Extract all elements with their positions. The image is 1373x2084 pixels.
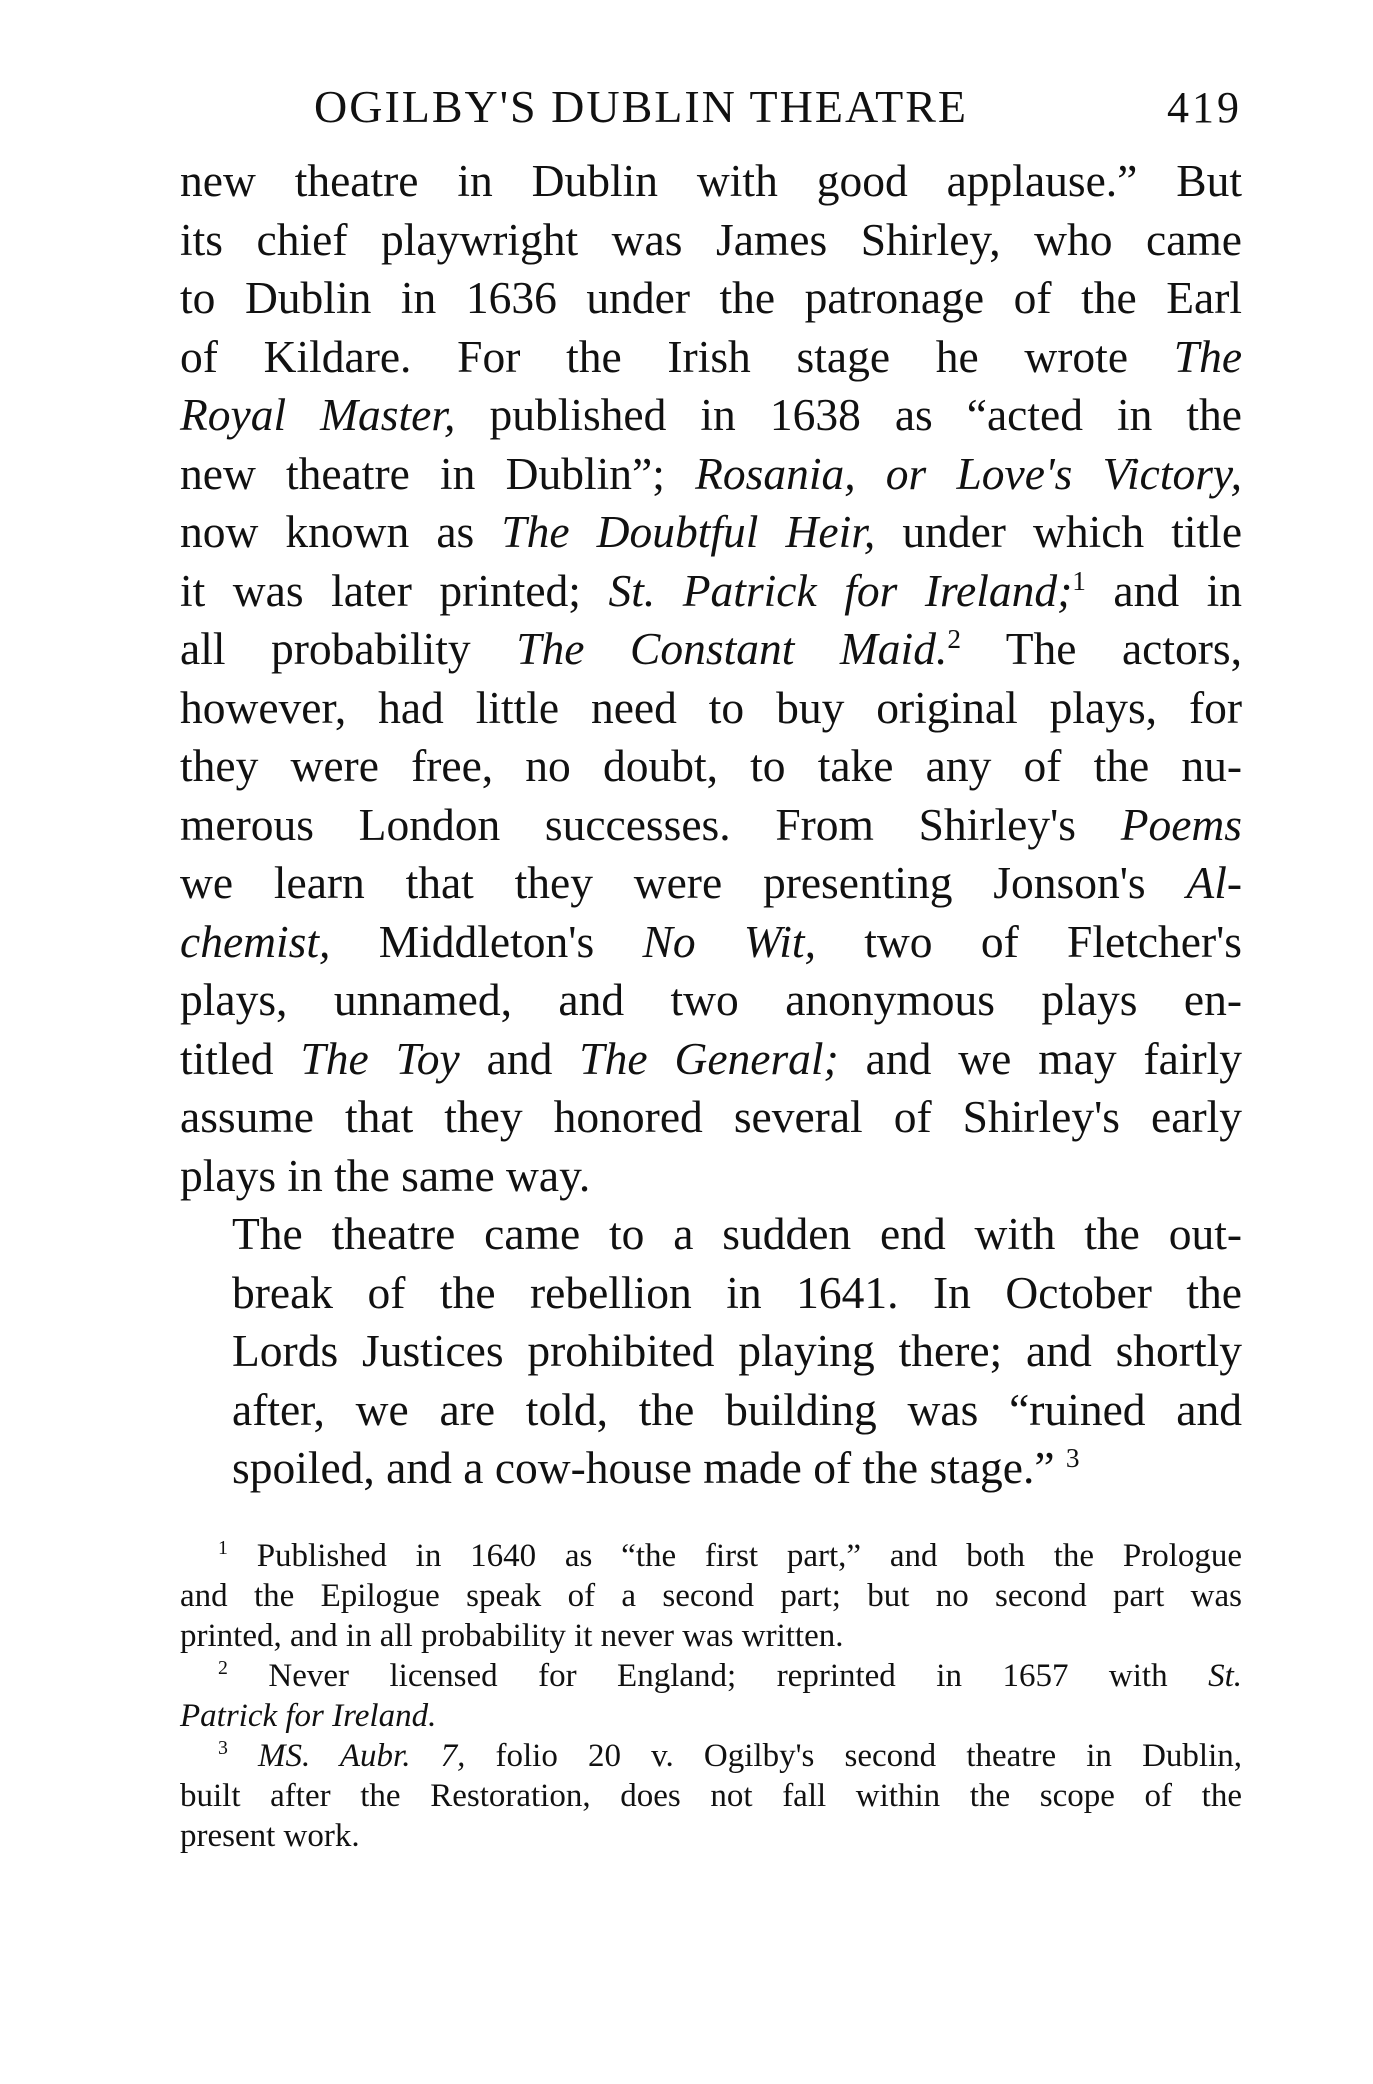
text-line: assume that they honored several of Shirley's early — [180, 1091, 1242, 1142]
book-title: Poems — [1120, 798, 1242, 850]
paragraph-1 — [180, 152, 1242, 1205]
play-title: St. Patrick for Ireland; — [608, 564, 1073, 616]
play-title: Royal Master, — [180, 389, 456, 440]
text-line: break of the rebellion in 1641. In October the — [232, 1266, 1242, 1318]
text-line: now known as The Doubtful Heir, under which title — [180, 506, 1243, 557]
footnote-ref: 3 — [1065, 1442, 1080, 1473]
book-page — [180, 80, 1242, 1856]
play-title: The Constant Maid. — [516, 623, 948, 674]
text-line: all probability The Constant Maid.$^2$ The actors, — [180, 623, 1242, 674]
play-title: Al- — [1186, 857, 1243, 908]
play-title: Rosania, or Love's Victory, — [695, 447, 1242, 499]
footnote-3 — [180, 1736, 1242, 1856]
play-title: The — [1173, 330, 1243, 382]
footnote-ref: 1 — [1072, 565, 1086, 596]
text-line: $^1$ Published in 1640 as “the first part,” and both the Prologue — [218, 1536, 1243, 1574]
footnote-2 — [180, 1656, 1242, 1736]
page-number: 419 — [1167, 83, 1242, 132]
footnote-mark: 2 — [218, 1656, 228, 1679]
body-text — [180, 152, 1242, 1498]
text-line: Lords Justices prohibited playing there; and shortly — [232, 1325, 1242, 1376]
running-head — [180, 80, 1242, 144]
play-title: The Doubtful Heir, — [501, 506, 876, 557]
text-line: it was later printed; St. Patrick for Ireland;$^1$ and in — [180, 564, 1243, 616]
running-title: OGILBY'S DUBLIN THEATRE — [314, 81, 968, 132]
text-line: of Kildare. For the Irish stage he wrote The — [180, 330, 1243, 382]
text-line: they were free, no doubt, to take any of the nu- — [180, 740, 1242, 791]
text-line: its chief playwright was James Shirley, who came — [180, 213, 1242, 265]
text-line: to Dublin in 1636 under the patronage of the Earl — [180, 272, 1242, 323]
play-title: No Wit, — [642, 915, 816, 967]
text-line: new theatre in Dublin with good applause.” But — [180, 155, 1242, 206]
text-line: plays in the same way. — [180, 1149, 591, 1201]
footnotes — [180, 1536, 1242, 1856]
footnote-mark: 3 — [218, 1736, 228, 1759]
footnote-1 — [180, 1536, 1242, 1656]
play-title: The General; — [579, 1032, 839, 1084]
text-line: we learn that they were presenting Jonson's Al- — [180, 857, 1243, 908]
text-line: $^3$ MS. Aubr. 7, folio 20 v. Ogilby's second theatre in Dublin, — [218, 1736, 1242, 1774]
paragraph-2 — [180, 1205, 1242, 1498]
footnote-mark: 1 — [218, 1536, 228, 1559]
play-title: The Toy — [300, 1032, 460, 1084]
text-line: built after the Restoration, does not fall within the scope of the — [180, 1777, 1242, 1814]
text-line: printed, and in all probability it never was written. — [180, 1617, 844, 1654]
text-line: and the Epilogue speak of a second part; but no second part was — [180, 1577, 1242, 1614]
text-line: Royal Master, published in 1638 as “acted in the — [180, 389, 1242, 440]
text-line: plays, unnamed, and two anonymous plays en- — [180, 974, 1242, 1025]
text-line: merous London successes. From Shirley's Poems — [180, 798, 1242, 850]
text-line: after, we are told, the building was “ruined and — [232, 1383, 1242, 1435]
footnote-ref: 2 — [947, 623, 961, 654]
text-line: present work. — [180, 1817, 360, 1854]
text-line: $^2$ Never licensed for England; reprinted in 1657 with St. — [218, 1656, 1243, 1694]
text-line: however, had little need to buy original plays, for — [180, 681, 1242, 733]
text-line: new theatre in Dublin”; Rosania, or Love's Victory, — [180, 447, 1242, 499]
text-line: Patrick for Ireland. — [180, 1697, 437, 1734]
play-title: chemist, — [180, 915, 331, 967]
text-line: titled The Toy and The General; and we may fairly — [180, 1032, 1243, 1084]
text-line: chemist, Middleton's No Wit, two of Fletcher's — [180, 915, 1243, 967]
text-line: spoiled, and a cow-house made of the stage.” $^3$ — [232, 1442, 1080, 1493]
text-line: The theatre came to a sudden end with the out- — [232, 1208, 1242, 1259]
